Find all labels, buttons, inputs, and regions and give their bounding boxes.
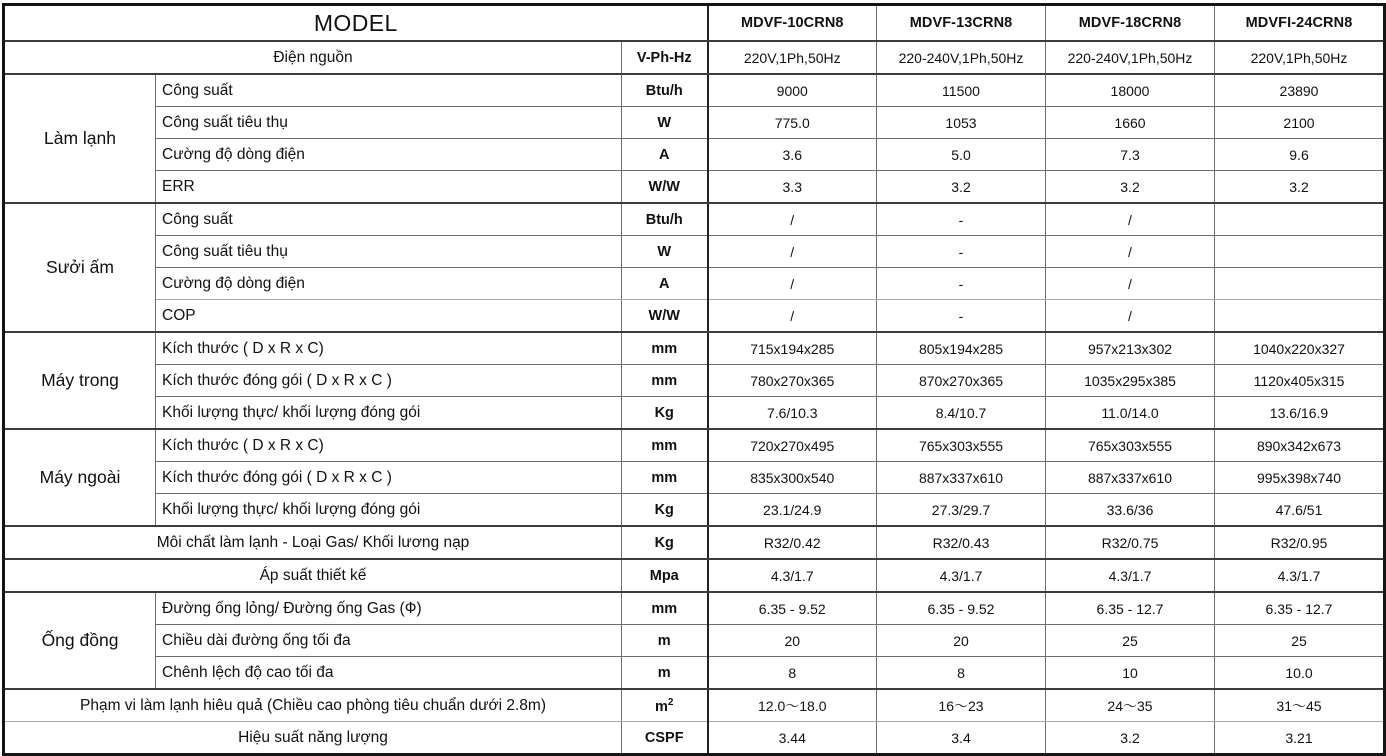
- cell-outdoor-1-1: 887x337x610: [877, 462, 1046, 494]
- cell-cooling-area-2: 24〜35: [1046, 689, 1215, 722]
- cell-cooling-0-1: 11500: [877, 74, 1046, 107]
- row-unit-outdoor-0: mm: [622, 429, 708, 462]
- row-unit-cooling-2: A: [622, 139, 708, 171]
- cell-heating-2-2: /: [1046, 268, 1215, 300]
- cell-heating-1-1: -: [877, 236, 1046, 268]
- row-unit-heating-1: W: [622, 236, 708, 268]
- row-refrigerant: [4, 526, 1385, 559]
- row-pipe-length: [4, 625, 1385, 657]
- cell-heating-1-3: [1215, 236, 1385, 268]
- cell-design-pressure-0: 4.3/1.7: [708, 559, 877, 592]
- cell-cooling-3-0: 3.3: [708, 171, 877, 204]
- row-outdoor-packing: [4, 462, 1385, 494]
- cell-cooling-3-3: 3.2: [1215, 171, 1385, 204]
- row-power-supply: [4, 41, 1385, 74]
- cell-cooling-0-2: 18000: [1046, 74, 1215, 107]
- cell-design-pressure-2: 4.3/1.7: [1046, 559, 1215, 592]
- row-label-outdoor-0: Kích thước ( D x R x C): [156, 429, 622, 462]
- cell-indoor-1-0: 780x270x365: [708, 365, 877, 397]
- cell-cooling-area-0: 12.0〜18.0: [708, 689, 877, 722]
- row-label-cooling-1: Công suất tiêu thụ: [156, 107, 622, 139]
- row-indoor-weight: [4, 397, 1385, 430]
- row-label-cooling-0: Công suất: [156, 74, 622, 107]
- cell-power-supply-2: 220-240V,1Ph,50Hz: [1046, 41, 1215, 74]
- cell-indoor-0-3: 1040x220x327: [1215, 332, 1385, 365]
- cell-power-supply-0: 220V,1Ph,50Hz: [708, 41, 877, 74]
- cell-efficiency-2: 3.2: [1046, 722, 1215, 755]
- cell-heating-1-2: /: [1046, 236, 1215, 268]
- cell-copper-pipe-2-0: 8: [708, 657, 877, 690]
- row-unit-cooling-0: Btu/h: [622, 74, 708, 107]
- row-label-heating-2: Cường độ dòng điện: [156, 268, 622, 300]
- row-heating-current: [4, 268, 1385, 300]
- cell-design-pressure-3: 4.3/1.7: [1215, 559, 1385, 592]
- cell-cooling-2-0: 3.6: [708, 139, 877, 171]
- cell-heating-0-1: -: [877, 203, 1046, 236]
- cell-indoor-2-0: 7.6/10.3: [708, 397, 877, 430]
- model-title-cell: MODEL: [4, 5, 708, 42]
- row-unit-refrigerant: Kg: [622, 526, 708, 559]
- row-unit-indoor-0: mm: [622, 332, 708, 365]
- row-unit-cooling-area: [622, 689, 708, 722]
- row-unit-cooling-1: W: [622, 107, 708, 139]
- cell-copper-pipe-2-1: 8: [877, 657, 1046, 690]
- row-cooling-current: [4, 139, 1385, 171]
- row-heating-input: [4, 236, 1385, 268]
- cell-copper-pipe-2-3: 10.0: [1215, 657, 1385, 690]
- row-indoor-packing: [4, 365, 1385, 397]
- row-unit-cooling-3: W/W: [622, 171, 708, 204]
- cell-refrigerant-2: R32/0.75: [1046, 526, 1215, 559]
- row-label-cooling-2: Cường độ dòng điện: [156, 139, 622, 171]
- cell-heating-1-0: /: [708, 236, 877, 268]
- cell-efficiency-0: 3.44: [708, 722, 877, 755]
- group-label-copper-pipe: Ống đồng: [4, 592, 156, 689]
- row-label-outdoor-1: Kích thước đóng gói ( D x R x C ): [156, 462, 622, 494]
- cell-cooling-area-3: 31〜45: [1215, 689, 1385, 722]
- model-header-2: MDVF-18CRN8: [1046, 5, 1215, 42]
- cell-copper-pipe-1-1: 20: [877, 625, 1046, 657]
- cell-heating-3-3: [1215, 300, 1385, 333]
- row-label-efficiency: Hiệu suất năng lượng: [4, 722, 622, 755]
- row-unit-efficiency: CSPF: [622, 722, 708, 755]
- row-unit-indoor-1: mm: [622, 365, 708, 397]
- row-outdoor-dimension: [4, 429, 1385, 462]
- cell-copper-pipe-1-0: 20: [708, 625, 877, 657]
- cell-indoor-1-1: 870x270x365: [877, 365, 1046, 397]
- cell-cooling-1-2: 1660: [1046, 107, 1215, 139]
- cell-heating-3-2: /: [1046, 300, 1215, 333]
- cell-indoor-2-1: 8.4/10.7: [877, 397, 1046, 430]
- cell-indoor-1-3: 1120x405x315: [1215, 365, 1385, 397]
- row-label-heating-3: COP: [156, 300, 622, 333]
- cell-power-supply-1: 220-240V,1Ph,50Hz: [877, 41, 1046, 74]
- cell-heating-3-1: -: [877, 300, 1046, 333]
- group-label-indoor: Máy trong: [4, 332, 156, 429]
- row-label-refrigerant: Môi chất làm lạnh - Loại Gas/ Khối lương nạp: [4, 526, 622, 559]
- cell-outdoor-1-3: 995x398x740: [1215, 462, 1385, 494]
- row-indoor-dimension: [4, 332, 1385, 365]
- model-header-0: MDVF-10CRN8: [708, 5, 877, 42]
- row-label-indoor-1: Kích thước đóng gói ( D x R x C ): [156, 365, 622, 397]
- cell-indoor-1-2: 1035x295x385: [1046, 365, 1215, 397]
- cell-refrigerant-3: R32/0.95: [1215, 526, 1385, 559]
- cell-outdoor-2-2: 33.6/36: [1046, 494, 1215, 527]
- cell-heating-3-0: /: [708, 300, 877, 333]
- row-unit-copper-pipe-0: mm: [622, 592, 708, 625]
- row-label-heating-0: Công suất: [156, 203, 622, 236]
- cell-outdoor-1-2: 887x337x610: [1046, 462, 1215, 494]
- cell-heating-2-3: [1215, 268, 1385, 300]
- cell-copper-pipe-0-3: 6.35 - 12.7: [1215, 592, 1385, 625]
- cell-cooling-2-1: 5.0: [877, 139, 1046, 171]
- cell-outdoor-2-0: 23.1/24.9: [708, 494, 877, 527]
- row-label-copper-pipe-1: Chiều dài đường ống tối đa: [156, 625, 622, 657]
- cell-copper-pipe-0-0: 6.35 - 9.52: [708, 592, 877, 625]
- cell-indoor-2-2: 11.0/14.0: [1046, 397, 1215, 430]
- row-label-outdoor-2: Khối lượng thực/ khối lượng đóng gói: [156, 494, 622, 527]
- row-label-copper-pipe-0: Đường ống lỏng/ Đường ống Gas (Ф): [156, 592, 622, 625]
- cell-indoor-0-0: 715x194x285: [708, 332, 877, 365]
- row-pipe-diameter: [4, 592, 1385, 625]
- row-unit-copper-pipe-1: m: [622, 625, 708, 657]
- cell-outdoor-0-3: 890x342x673: [1215, 429, 1385, 462]
- cell-copper-pipe-1-3: 25: [1215, 625, 1385, 657]
- cell-copper-pipe-0-1: 6.35 - 9.52: [877, 592, 1046, 625]
- cell-refrigerant-0: R32/0.42: [708, 526, 877, 559]
- cell-cooling-2-2: 7.3: [1046, 139, 1215, 171]
- row-unit-heating-2: A: [622, 268, 708, 300]
- cell-heating-0-2: /: [1046, 203, 1215, 236]
- cell-outdoor-0-2: 765x303x555: [1046, 429, 1215, 462]
- row-heating-capacity: [4, 203, 1385, 236]
- row-unit-heating-3: W/W: [622, 300, 708, 333]
- table-header-row: [4, 5, 1385, 42]
- row-label-power-supply: Điện nguồn: [4, 41, 622, 74]
- row-efficiency: [4, 722, 1385, 755]
- cell-cooling-0-3: 23890: [1215, 74, 1385, 107]
- row-pipe-height-diff: [4, 657, 1385, 690]
- cell-indoor-0-1: 805x194x285: [877, 332, 1046, 365]
- row-label-cooling-3: ERR: [156, 171, 622, 204]
- row-unit-outdoor-2: Kg: [622, 494, 708, 527]
- model-header-3: MDVFI-24CRN8: [1215, 5, 1385, 42]
- model-header-1: MDVF-13CRN8: [877, 5, 1046, 42]
- row-unit-copper-pipe-2: m: [622, 657, 708, 690]
- cell-efficiency-1: 3.4: [877, 722, 1046, 755]
- unit-superscript: 2: [667, 696, 674, 708]
- cell-design-pressure-1: 4.3/1.7: [877, 559, 1046, 592]
- cell-copper-pipe-0-2: 6.35 - 12.7: [1046, 592, 1215, 625]
- row-cooling-input: [4, 107, 1385, 139]
- row-design-pressure: [4, 559, 1385, 592]
- cell-heating-2-0: /: [708, 268, 877, 300]
- cell-outdoor-2-1: 27.3/29.7: [877, 494, 1046, 527]
- row-cooling-capacity: [4, 74, 1385, 107]
- row-unit-outdoor-1: mm: [622, 462, 708, 494]
- cell-refrigerant-1: R32/0.43: [877, 526, 1046, 559]
- row-unit-indoor-2: Kg: [622, 397, 708, 430]
- row-label-copper-pipe-2: Chênh lệch độ cao tối đa: [156, 657, 622, 690]
- cell-cooling-1-3: 2100: [1215, 107, 1385, 139]
- row-unit-heating-0: Btu/h: [622, 203, 708, 236]
- row-unit-power-supply: V-Ph-Hz: [622, 41, 708, 74]
- row-label-cooling-area: Phạm vi làm lạnh hiêu quả (Chiều cao phòng tiêu chuẩn dưới 2.8m): [4, 689, 622, 722]
- group-label-cooling: Làm lạnh: [4, 74, 156, 203]
- cell-copper-pipe-2-2: 10: [1046, 657, 1215, 690]
- cell-cooling-3-1: 3.2: [877, 171, 1046, 204]
- cell-heating-2-1: -: [877, 268, 1046, 300]
- cell-cooling-0-0: 9000: [708, 74, 877, 107]
- row-label-heating-1: Công suất tiêu thụ: [156, 236, 622, 268]
- cell-indoor-2-3: 13.6/16.9: [1215, 397, 1385, 430]
- row-label-indoor-0: Kích thước ( D x R x C): [156, 332, 622, 365]
- cell-power-supply-3: 220V,1Ph,50Hz: [1215, 41, 1385, 74]
- cell-heating-0-3: [1215, 203, 1385, 236]
- row-outdoor-weight: [4, 494, 1385, 527]
- cell-outdoor-1-0: 835x300x540: [708, 462, 877, 494]
- cell-outdoor-0-0: 720x270x495: [708, 429, 877, 462]
- cell-outdoor-0-1: 765x303x555: [877, 429, 1046, 462]
- cell-cooling-1-1: 1053: [877, 107, 1046, 139]
- cell-cooling-3-2: 3.2: [1046, 171, 1215, 204]
- row-cooling-area: [4, 689, 1385, 722]
- cell-cooling-1-0: 775.0: [708, 107, 877, 139]
- row-heating-cop: [4, 300, 1385, 333]
- row-cooling-err: [4, 171, 1385, 204]
- cell-efficiency-3: 3.21: [1215, 722, 1385, 755]
- specification-table: [2, 3, 1386, 756]
- cell-outdoor-2-3: 47.6/51: [1215, 494, 1385, 527]
- row-label-indoor-2: Khối lượng thực/ khối lượng đóng gói: [156, 397, 622, 430]
- group-label-heating: Sưởi ấm: [4, 203, 156, 332]
- group-label-outdoor: Máy ngoài: [4, 429, 156, 526]
- cell-copper-pipe-1-2: 25: [1046, 625, 1215, 657]
- row-unit-design-pressure: Mpa: [622, 559, 708, 592]
- cell-indoor-0-2: 957x213x302: [1046, 332, 1215, 365]
- cell-cooling-2-3: 9.6: [1215, 139, 1385, 171]
- cell-cooling-area-1: 16〜23: [877, 689, 1046, 722]
- unit-text: m: [655, 698, 668, 715]
- cell-heating-0-0: /: [708, 203, 877, 236]
- row-label-design-pressure: Áp suất thiết kế: [4, 559, 622, 592]
